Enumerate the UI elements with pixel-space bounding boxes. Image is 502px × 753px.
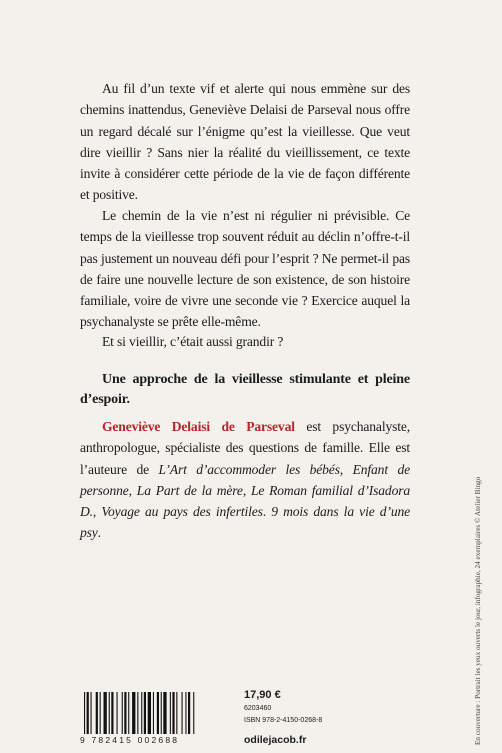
separator: , <box>128 482 137 498</box>
book-title: 9 mois dans la vie d’une psy <box>80 504 410 541</box>
separator: , <box>242 482 251 498</box>
separator: , <box>339 461 353 477</box>
separator: , <box>92 504 102 520</box>
barcode-bar <box>163 692 166 734</box>
blurb-paragraph-2: Le chemin de la vie n’est ni régulier ni prévisible. Ce temps de la vieillesse trop souvent réduit au déclin n’offre-t-il pas justement un nouveau défi pour l’esprit ? Ne permet-il pas de faire une nouvelle lecture de son existence, de son histoire familiale, voire de vivre une seconde vie ? Exercice auquel la psychanalyste se prête elle-même. <box>80 208 410 330</box>
barcode-bar <box>122 692 123 734</box>
barcode-bar <box>124 692 126 734</box>
barcode-bar <box>117 692 118 734</box>
barcode-bar <box>185 692 186 734</box>
barcode-digits: 9 782415 002688 <box>80 735 180 745</box>
barcode-bar <box>141 692 142 734</box>
barcode-bar <box>137 692 138 734</box>
book-title: Voyage au pays des infertiles <box>101 504 263 520</box>
barcode-bar <box>182 692 183 734</box>
separator: . <box>262 504 272 520</box>
barcode-bar <box>161 692 162 734</box>
barcode-bar <box>188 692 190 734</box>
book-title: Le Roman familial d’Isadora D. <box>80 482 411 520</box>
barcode-bar <box>172 692 174 734</box>
barcode-bar <box>176 692 177 734</box>
barcode-bars <box>80 692 240 734</box>
blurb-paragraph-1: Au fil d’un texte vif et alerte qui nous emmène sur des chemins inattendus, Geneviève Delaisi de Parseval nous offre un regard décalé sur l’énigme qu’est la vieillesse. Que veut dire vieillir ? Sans nier la réalité du vieillissement, ce texte invite à considérer cette période de la vie de façon différente et positive. <box>80 81 410 203</box>
author-name: Geneviève Delaisi de Parseval <box>102 419 295 434</box>
ean-code: 6203460 <box>244 705 272 712</box>
barcode-bar <box>148 692 151 734</box>
barcode-bar <box>132 692 135 734</box>
barcode-bar <box>193 692 194 734</box>
book-title: La Part de la mère <box>136 482 243 498</box>
barcode <box>80 692 240 734</box>
barcode-bar <box>111 692 113 734</box>
bio-text: est psychanalyste, anthropologue, spécialiste des questions de famille. Elle est l’auteure de <box>80 419 410 477</box>
author-bio <box>80 416 410 544</box>
cover-credits: En couverture : Portrait les yeux ouverts le jour, infographie, 24 exemplaires © Atelier Bingo <box>474 476 482 745</box>
barcode-bar <box>170 692 171 734</box>
book-title: L’Art d’accommoder les bébés <box>158 461 340 477</box>
book-title: Enfant de personne <box>80 461 410 498</box>
publisher-website[interactable]: odilejacob.fr <box>244 734 307 746</box>
barcode-bar <box>87 692 89 734</box>
barcode-bar <box>109 692 110 734</box>
blurb-question: Et si vieillir, c’était aussi grandir ? <box>102 334 284 349</box>
price: 17,90 € <box>244 689 281 701</box>
barcode-bar <box>157 692 159 734</box>
barcode-bar <box>96 692 98 734</box>
barcode-bar <box>84 692 85 734</box>
barcode-bar <box>128 692 129 734</box>
isbn: ISBN 978-2-4150-0268-8 <box>244 717 323 724</box>
barcode-bar <box>153 692 154 734</box>
barcode-bar <box>100 692 101 734</box>
bio-end: . <box>97 525 101 541</box>
barcode-bar <box>91 692 92 734</box>
barcode-bar <box>144 692 146 734</box>
blurb-tagline: Une approche de la vieillesse stimulante et pleine d’espoir. <box>80 372 410 407</box>
barcode-bar <box>104 692 107 734</box>
